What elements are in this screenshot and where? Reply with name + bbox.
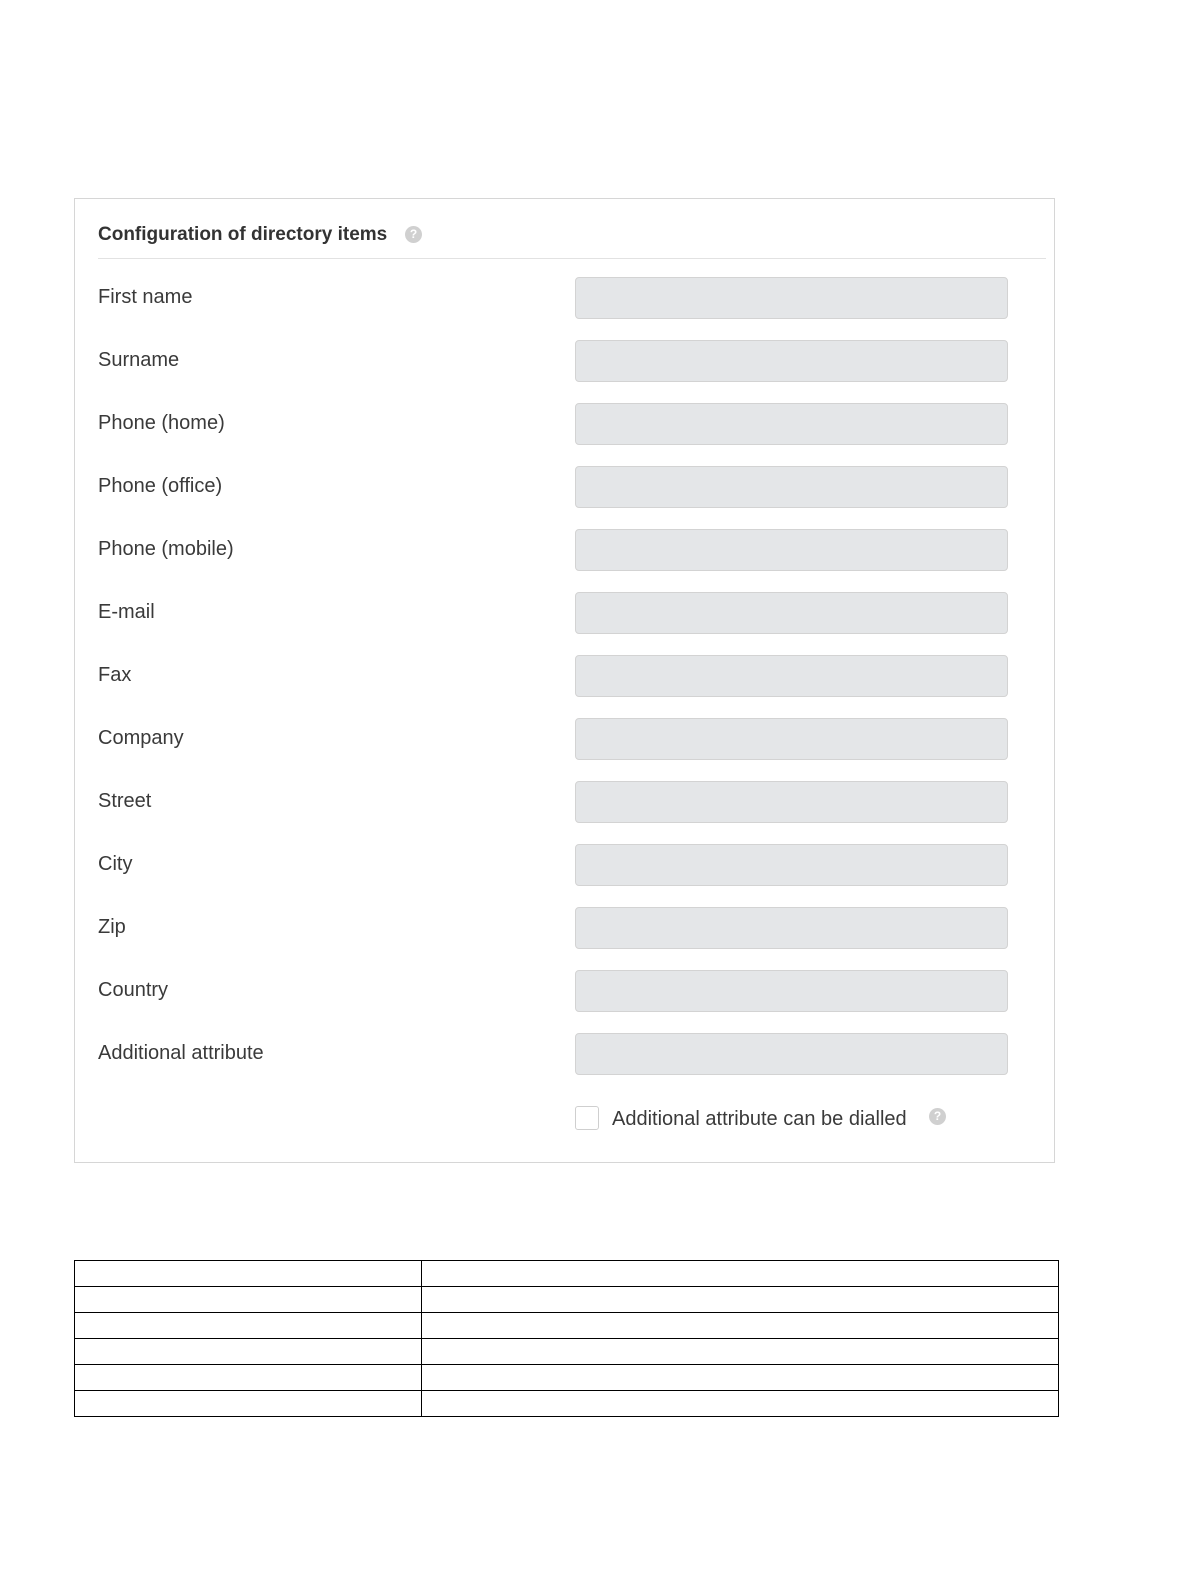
table-cell [422,1287,1059,1313]
panel-title: Configuration of directory items [98,224,388,245]
dialable-attribute-checkbox[interactable] [575,1106,599,1130]
field-label-first-name: First name [98,286,193,308]
field-row-fax [75,655,1054,697]
field-label-zip: Zip [98,916,126,938]
table-cell [75,1365,422,1391]
phone-office-input[interactable] [575,466,1008,508]
table-cell [422,1365,1059,1391]
field-row-street [75,781,1054,823]
table-cell [75,1391,422,1417]
field-label-surname: Surname [98,349,180,371]
table-cell [75,1313,422,1339]
zip-input[interactable] [575,907,1008,949]
field-row-phone-mobile [75,529,1054,571]
field-row-company [75,718,1054,760]
table-cell [75,1287,422,1313]
table-row [75,1287,1059,1313]
phone-home-input[interactable] [575,403,1008,445]
fax-input[interactable] [575,655,1008,697]
table-cell [75,1339,422,1365]
field-row-surname [75,340,1054,382]
phone-mobile-input[interactable] [575,529,1008,571]
field-row-email [75,592,1054,634]
field-row-additional-attribute [75,1033,1054,1075]
directory-items-panel [74,198,1055,1163]
table-row [75,1313,1059,1339]
field-row-phone-office [75,466,1054,508]
field-label-company: Company [98,727,184,749]
field-row-first-name [75,277,1054,319]
field-row-phone-home [75,403,1054,445]
surname-input[interactable] [575,340,1008,382]
table-cell [422,1313,1059,1339]
table-cell [422,1261,1059,1287]
field-row-zip [75,907,1054,949]
field-label-city: City [98,853,133,875]
table-cell [422,1391,1059,1417]
table-row [75,1339,1059,1365]
empty-table [74,1260,1059,1417]
field-label-additional-attribute: Additional attribute [98,1042,264,1064]
table-row [75,1261,1059,1287]
field-label-phone-home: Phone (home) [98,412,225,434]
field-label-email: E-mail [98,601,155,623]
email-input[interactable] [575,592,1008,634]
dialable-attribute-label[interactable]: Additional attribute can be dialled [612,1108,907,1130]
additional-attribute-input[interactable] [575,1033,1008,1075]
field-label-phone-office: Phone (office) [98,475,223,497]
field-row-country [75,970,1054,1012]
field-label-country: Country [98,979,169,1001]
dialable-attribute-option [575,1105,995,1135]
street-input[interactable] [575,781,1008,823]
field-row-city [75,844,1054,886]
first-name-input[interactable] [575,277,1008,319]
question-icon[interactable]: ? [929,1108,946,1125]
field-label-phone-mobile: Phone (mobile) [98,538,234,560]
question-icon[interactable]: ? [405,226,422,243]
company-input[interactable] [575,718,1008,760]
table-row [75,1391,1059,1417]
table-cell [422,1339,1059,1365]
table-cell [75,1261,422,1287]
city-input[interactable] [575,844,1008,886]
country-input[interactable] [575,970,1008,1012]
field-label-fax: Fax [98,664,132,686]
panel-header [98,219,1046,259]
table-row [75,1365,1059,1391]
field-label-street: Street [98,790,152,812]
